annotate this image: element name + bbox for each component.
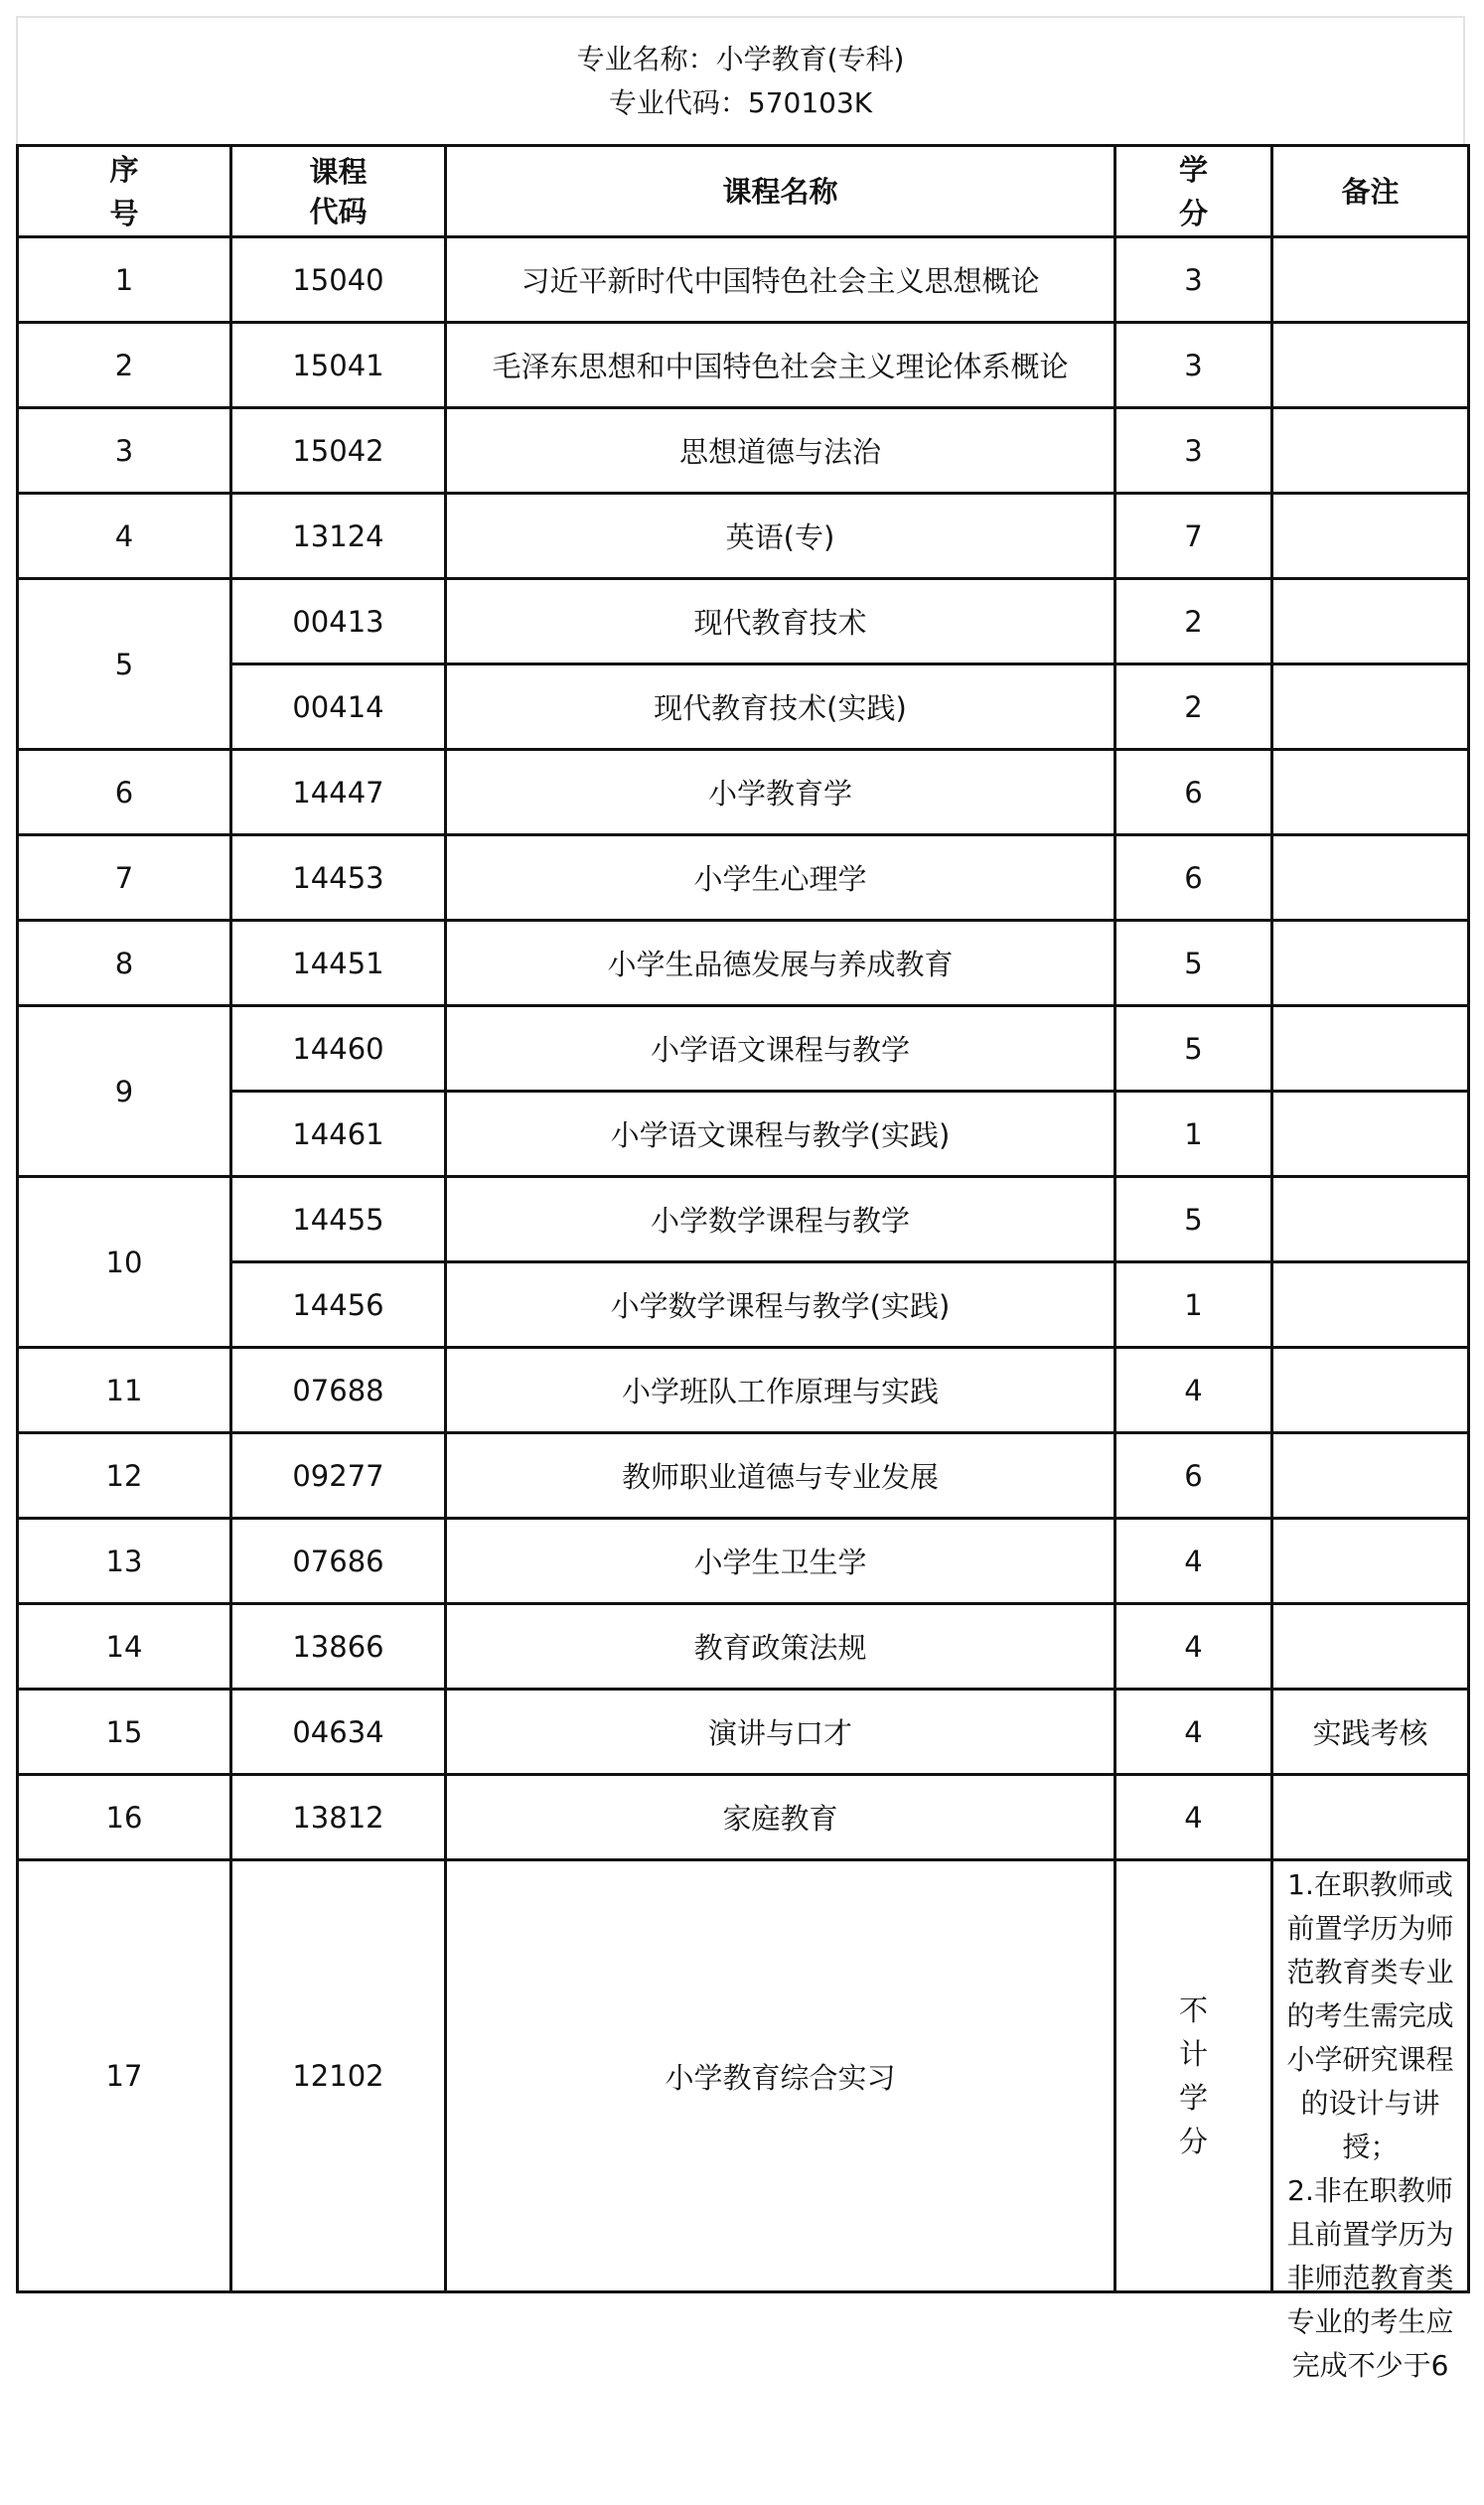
code-cell: 09277 [231,1433,446,1519]
note-cell [1272,1775,1469,1860]
seq-cell: 1 [18,237,231,323]
name-cell: 小学语文课程与教学 [446,1006,1115,1092]
code-cell: 14451 [231,921,446,1006]
name-cell: 小学生卫生学 [446,1519,1115,1604]
code-cell: 07686 [231,1519,446,1604]
note-line: 小学研究课程 [1286,2043,1454,2076]
table-header-row [18,146,1469,237]
credits-cell: 4 [1115,1348,1272,1433]
table-row [18,664,1469,750]
code-cell: 14447 [231,750,446,835]
code-cell: 13812 [231,1775,446,1860]
credits-cell: 4 [1115,1604,1272,1690]
code-cell: 00413 [231,579,446,664]
name-cell: 小学班队工作原理与实践 [446,1348,1115,1433]
credits-cell: 6 [1115,1433,1272,1519]
credits-cell: 2 [1115,664,1272,750]
code-cell: 14456 [231,1262,446,1348]
seq-cell: 10 [18,1177,231,1348]
credits-cell: 5 [1115,1006,1272,1092]
seq-cell: 14 [18,1604,231,1690]
table-row [18,579,1469,664]
name-cell: 现代教育技术(实践) [446,664,1115,750]
seq-cell: 11 [18,1348,231,1433]
seq-cell: 12 [18,1433,231,1519]
table-row [18,1519,1469,1604]
seq-cell: 17 [18,1860,231,2292]
code-cell: 15040 [231,237,446,323]
major-code: 专业代码：570103K [608,86,873,119]
table-row [18,237,1469,323]
name-cell: 英语(专) [446,494,1115,579]
seq-cell: 7 [18,835,231,921]
table-row [18,1690,1469,1775]
code-cell: 00414 [231,664,446,750]
credits-cell: 2 [1115,579,1272,664]
note-line: 授； [1342,2131,1399,2163]
credits-cell: 4 [1115,1775,1272,1860]
note-cell [1272,1604,1469,1690]
name-cell: 教师职业道德与专业发展 [446,1433,1115,1519]
seq-cell: 6 [18,750,231,835]
code-cell: 14453 [231,835,446,921]
note-cell [1272,494,1469,579]
note-cell: 实践考核 [1272,1690,1469,1775]
note-cell [1272,1433,1469,1519]
header-name: 课程名称 [446,146,1115,237]
table-row [18,1262,1469,1348]
note-cell [1272,408,1469,494]
note-line: 1.在职教师或 [1287,1868,1453,1901]
major-name: 专业名称：小学教育(专科) [576,43,905,75]
credits-cell: 4 [1115,1519,1272,1604]
note-cell [1272,1860,1469,2382]
note-cell [1272,1262,1469,1348]
note-line: 的考生需完成 [1286,1999,1454,2032]
table-row [18,1006,1469,1092]
table-row [18,1775,1469,1860]
credits-cell: 4 [1115,1690,1272,1775]
note-line: 专业的考生应 [1286,2305,1454,2338]
note-line: 完成不少于6 [1291,2349,1449,2382]
code-cell: 13124 [231,494,446,579]
note-cell [1272,323,1469,408]
table-row [18,1604,1469,1690]
code-cell: 14455 [231,1177,446,1262]
note-cell [1272,1348,1469,1433]
name-cell: 现代教育技术 [446,579,1115,664]
code-cell: 14460 [231,1006,446,1092]
table-row [18,1860,1469,2292]
credits-cell: 5 [1115,921,1272,1006]
header-seq: 序号 [18,146,231,237]
credits-cell: 6 [1115,750,1272,835]
note-line: 非师范教育类 [1286,2262,1454,2294]
code-cell: 15042 [231,408,446,494]
name-cell: 习近平新时代中国特色社会主义思想概论 [446,237,1115,323]
header-note: 备注 [1272,146,1469,237]
code-cell: 13866 [231,1604,446,1690]
seq-cell: 15 [18,1690,231,1775]
seq-cell: 16 [18,1775,231,1860]
table-row [18,750,1469,835]
table-row [18,921,1469,1006]
note-cell [1272,750,1469,835]
seq-cell: 3 [18,408,231,494]
name-cell: 小学数学课程与教学 [446,1177,1115,1262]
major-info-header [16,16,1465,145]
table-row [18,835,1469,921]
note-cell [1272,664,1469,750]
header-code: 课程代码 [231,146,446,237]
note-cell [1272,1177,1469,1262]
seq-cell: 2 [18,323,231,408]
seq-cell: 9 [18,1006,231,1177]
credits-cell: 6 [1115,835,1272,921]
course-table [16,144,1470,2382]
name-cell: 思想道德与法治 [446,408,1115,494]
table-row [18,494,1469,579]
credits-cell: 1 [1115,1262,1272,1348]
table-row [18,408,1469,494]
note-cell [1272,1006,1469,1092]
seq-cell: 8 [18,921,231,1006]
table-row [18,1092,1469,1177]
table-row [18,323,1469,408]
credits-cell: 1 [1115,1092,1272,1177]
header-credits: 学分 [1115,146,1272,237]
name-cell: 小学语文课程与教学(实践) [446,1092,1115,1177]
note-line: 且前置学历为 [1286,2218,1454,2251]
note-line: 2.非在职教师 [1287,2174,1453,2207]
name-cell: 小学数学课程与教学(实践) [446,1262,1115,1348]
seq-cell: 5 [18,579,231,750]
credits-cell: 5 [1115,1177,1272,1262]
note-line: 前置学历为师 [1286,1912,1454,1945]
table-row [18,1433,1469,1519]
name-cell: 小学教育综合实习 [446,1860,1115,2292]
name-cell: 家庭教育 [446,1775,1115,1860]
note-cell [1272,921,1469,1006]
code-cell: 07688 [231,1348,446,1433]
credits-cell: 不计学分 [1115,1860,1272,2292]
name-cell: 小学教育学 [446,750,1115,835]
credits-cell: 3 [1115,237,1272,323]
table-row [18,1177,1469,1262]
name-cell: 小学生心理学 [446,835,1115,921]
note-line: 的设计与讲 [1300,2087,1440,2120]
code-cell: 12102 [231,1860,446,2292]
code-cell: 15041 [231,323,446,408]
name-cell: 演讲与口才 [446,1690,1115,1775]
name-cell: 毛泽东思想和中国特色社会主义理论体系概论 [446,323,1115,408]
table-row [18,1348,1469,1433]
name-cell: 教育政策法规 [446,1604,1115,1690]
note-line: 范教育类专业 [1286,1956,1454,1989]
note-cell [1272,1519,1469,1604]
seq-cell: 4 [18,494,231,579]
name-cell: 小学生品德发展与养成教育 [446,921,1115,1006]
code-cell: 14461 [231,1092,446,1177]
credits-cell: 7 [1115,494,1272,579]
credits-cell: 3 [1115,408,1272,494]
note-cell [1272,1092,1469,1177]
code-cell: 04634 [231,1690,446,1775]
seq-cell: 13 [18,1519,231,1604]
credits-cell: 3 [1115,323,1272,408]
note-cell [1272,579,1469,664]
note-cell [1272,835,1469,921]
note-cell [1272,237,1469,323]
